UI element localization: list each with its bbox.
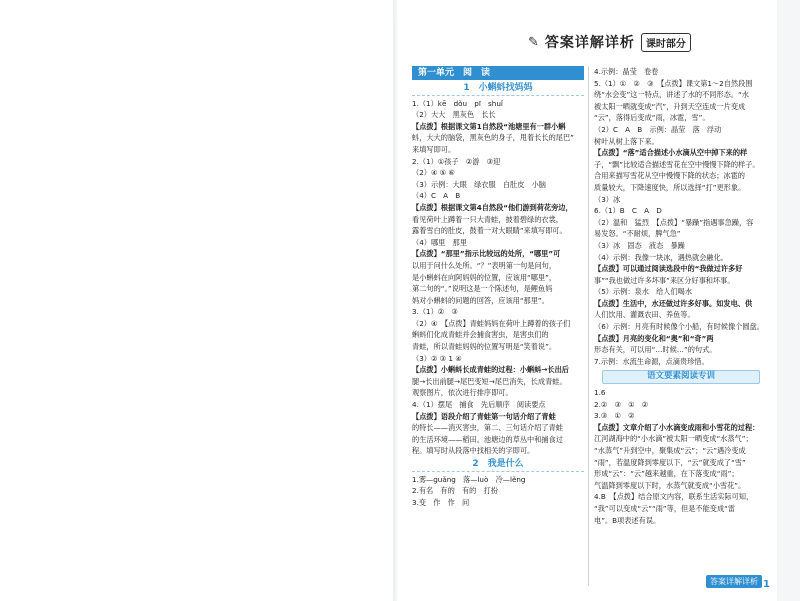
answer-line: 7.示例：水流生命源，点滴贵珍惜。 xyxy=(594,356,709,366)
answer-line: “云”，落得后变成“雨，冰雹，雪”。 xyxy=(594,113,710,123)
page-header xyxy=(528,32,691,52)
answer-line: 事”“我也做过许多坏事”来区分好事和坏事。 xyxy=(594,275,735,285)
header-tag: 课时部分 xyxy=(641,33,691,52)
answer-line: 观察图片，依次进行排序即可。 xyxy=(412,388,513,398)
answer-line: 蚪，大大的脑袋，黑灰色的身子，甩着长长的尾巴” xyxy=(412,133,574,143)
answer-line: 形成“云”：“云”越来越重，在下落变成“雨”； xyxy=(594,469,739,479)
header-title: 答案详解详析 xyxy=(544,35,635,51)
answer-line: （2）C A B 示例：晶莹 落 浮动 xyxy=(594,124,722,134)
answer-line: （5）示例：泉水 给人们喝水 xyxy=(594,287,693,297)
answer-line: 【点拨】小蝌蚪长成青蛙的过程：小蝌蚪→长出后 xyxy=(412,365,569,375)
column-divider xyxy=(588,66,589,586)
swirl-icon: ✎ xyxy=(528,34,539,50)
answer-line: 3.变 作 作 问 xyxy=(412,497,470,507)
answer-line: 江河湖海中的“小水滴”被太阳一晒变成“水蒸气”； xyxy=(594,434,753,444)
answer-line: （2）温和 猛烈 【点拨】“暴躁”指遇事急躁，容 xyxy=(594,217,754,227)
answer-line: 【点拨】根据课文第4自然段“他们游到荷花旁边， xyxy=(412,202,573,212)
page-number: 1 xyxy=(763,579,770,590)
answer-line: 看见荷叶上蹲着一只大青蛙，披着碧绿的衣裳， xyxy=(412,214,563,224)
answer-lines xyxy=(412,98,584,457)
answer-line: （4）示例：我像一块冰，遇热就会融化。 xyxy=(594,252,728,262)
answer-line: （3）冰 固态 液态 暴躁 xyxy=(594,240,685,250)
footer-label: 答案详解详析 xyxy=(706,575,762,588)
answer-line: 【点拨】可以通过阅读选段中的“我做过许多好 xyxy=(594,264,743,274)
answer-line: 质量较大，下降速度快，所以选择“打”更形象。 xyxy=(594,182,746,192)
answer-line: （4）哪里 那里 xyxy=(412,237,467,247)
answer-line: 形态有关，可以用“…时候…”的句式。 xyxy=(594,345,717,355)
answer-line: 2.有名 有的 有的 打扮 xyxy=(412,486,498,496)
answer-line: 的生活环境——稻田。池塘边的草丛中和捕食过 xyxy=(412,434,563,444)
answer-line: 以用于问什么处所。“？”表明第一句是问句， xyxy=(412,260,557,270)
answer-line: 易发怒。“不耐烦，脾气急” xyxy=(594,229,681,239)
answer-line: 气温降到零度以下时，水蒸气就变成“小雪花”。 xyxy=(594,480,746,490)
answer-line: 【点拨】“落”适合描述小水滴从空中掉下来的样 xyxy=(594,148,748,158)
answer-line: 程。填写时从段落中找相关的字即可。 xyxy=(412,446,535,456)
answer-line: 6.（1）B C A D xyxy=(594,206,662,216)
answer-line: 【点拨】“那里”指示比较远的处所，“哪里”可 xyxy=(412,249,561,259)
answer-line: 合用来描写雪花从空中慢慢下降的状态；冰雹的 xyxy=(594,171,745,181)
answer-line: 腿→长出前腿→尾巴变短→尾巴消失，长成青蛙。 xyxy=(412,376,567,386)
lesson-title: 1 小蝌蚪找妈妈 xyxy=(412,83,584,96)
answer-line: （3）示例：大眼 绿衣服 白肚皮 小脑 xyxy=(412,179,546,189)
answer-line: 【点拨】根据课文第1自然段“池塘里有一群小蝌 xyxy=(412,121,566,131)
answer-line: （3）② ③ 1 ④ xyxy=(412,353,462,363)
answer-line: 妈对小蝌蚪的问题的回答，应该用“那里”。 xyxy=(412,295,549,305)
answer-line: 1.雾—guǎng 落—luò 冷—lěng xyxy=(412,474,526,484)
unit-title: 第一单元 阅 读 xyxy=(412,66,584,80)
answer-line: 4.（1）摆尾 捕食 先后顺序 阅读要点 xyxy=(412,400,546,410)
answer-line: 绕“水会变”这一特点，讲述了水的不同形态。“水 xyxy=(594,90,749,100)
page-edge xyxy=(777,0,800,601)
answer-line: 的特长——消灭害虫，第二、三句话介绍了青蛙 xyxy=(412,423,563,433)
answer-line: 蝌蚪们化成青蛙并会捕食害虫，是害虫们的 xyxy=(412,330,549,340)
answer-lines xyxy=(412,474,584,509)
answer-line: 来填写即可。 xyxy=(412,144,456,154)
answer-line: “雨”，若温度降到零度以下，“云”就变成了“雪” xyxy=(594,457,746,467)
answer-line: 4.B 【点拨】结合原文内容，联系生活实际可知， xyxy=(594,492,754,502)
answer-line: 【点拨】文章介绍了小水滴变成雨和小雪花的过程： xyxy=(594,422,760,432)
answer-line: 露着雪白的肚皮，鼓着一对大眼睛”来填写即可。 xyxy=(412,226,567,236)
answer-line: 3.③ ① ② xyxy=(594,411,635,421)
answer-line: 是小蝌蚪在向阿妈妈的位置，应该用“哪里”， xyxy=(412,272,557,282)
answer-lines xyxy=(594,387,768,526)
answer-line: 人们饮用、灌溉农田、养鱼等。 xyxy=(594,310,695,320)
answer-line: “我”可以变成“云”“雨”等，但是不能变成“雷 xyxy=(594,503,736,513)
answer-line: 1.（1）kē dǒu pī shuǐ xyxy=(412,98,503,108)
answer-line: 【点拨】月亮的变化和“奥”和“奇”两 xyxy=(594,333,714,343)
right-column xyxy=(594,66,768,526)
answer-line: 2.（1）①孩子 ②游 ③迎 xyxy=(412,156,501,166)
answer-line: （2）④ ⑤ ⑥ xyxy=(412,168,455,178)
answer-line: 电”。B项表述有误。 xyxy=(594,515,661,525)
answer-line: “水蒸气”升到空中，聚集成“云”；“云”遇冷变成 xyxy=(594,446,746,455)
answer-line: （6）示例：月亮有时候像个小船，有时候像个圆盘。 xyxy=(594,322,764,332)
answer-line: 1.6 xyxy=(594,388,606,398)
answer-line: 5.（1）① ② ③ 【点拨】课文第1～2自然段围 xyxy=(594,78,753,88)
answer-line: 4.示例：晶莹 卷卷 xyxy=(594,67,659,76)
answer-line: 树叶从树上落下来。 xyxy=(594,136,659,146)
answer-line: 3.（1）② ③ xyxy=(412,307,458,317)
answer-line: （2）④ 【点拨】青蛙妈妈在荷叶上蹲着的孩子们 xyxy=(412,318,571,328)
answer-line: 被太阳一晒就变成“汽”，升到天空连成一片变成 xyxy=(594,101,746,111)
answer-line: （3）冰 xyxy=(594,194,621,204)
answer-line: 2.② ③ ① ② xyxy=(594,399,649,409)
answer-line: （4）C A B xyxy=(412,191,461,201)
answer-line: 第二句的“。”说明这是一个陈述句，是鲤鱼妈 xyxy=(412,284,553,294)
section-title: 语文要素阅读专训 xyxy=(602,370,760,384)
answer-line: 青蛙，所以青蛙妈妈的位置写明是“笑着说”。 xyxy=(412,342,557,352)
left-column xyxy=(412,66,584,508)
lesson-title: 2 我是什么 xyxy=(412,459,584,472)
answer-line: （2）大大 黑灰色 长长 xyxy=(412,110,496,120)
answer-line: 【点拨】语段介绍了青蛙第一句话介绍了青蛙 xyxy=(412,411,556,421)
answer-page xyxy=(398,22,770,594)
answer-lines xyxy=(594,66,768,367)
answer-line: 子，“飘”比较适合描述雪花在空中慢慢下降的样子。 xyxy=(594,159,760,169)
answer-line: 【点拨】生活中，水还做过许多好事。如发电、供 xyxy=(594,298,753,308)
